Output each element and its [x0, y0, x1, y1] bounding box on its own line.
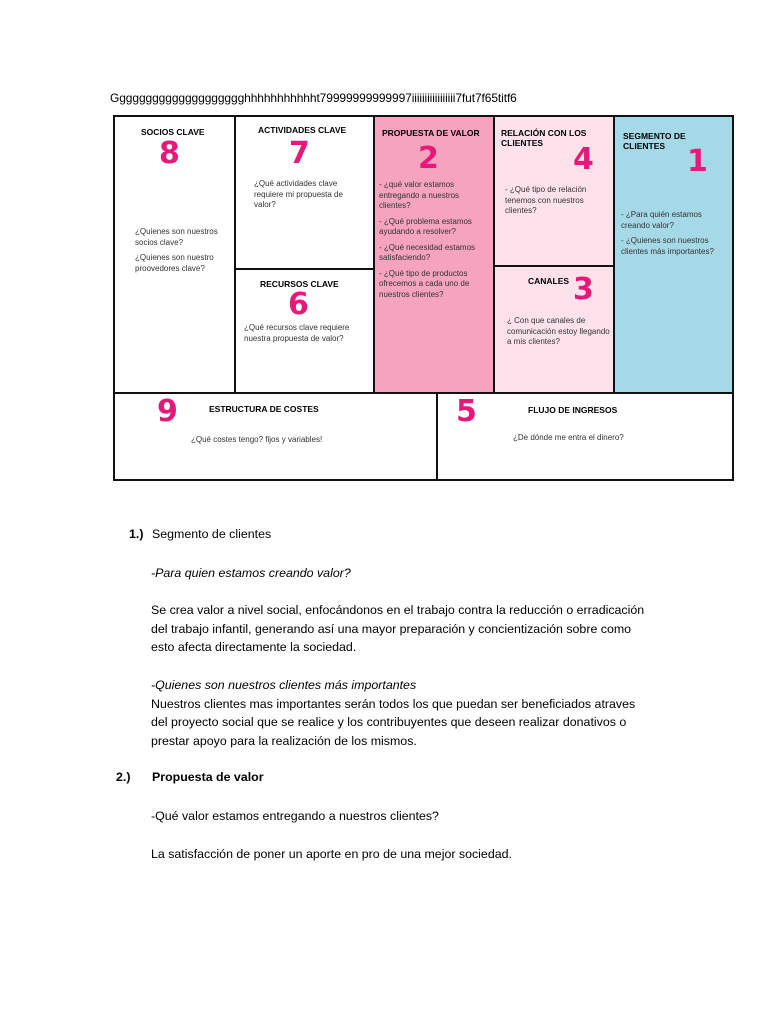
- section-2-answer-1: La satisfacción de poner un aporte en pro de una mejor sociedad.: [151, 847, 512, 861]
- estructura-costes-q1: ¿Qué costes tengo? fijos y variables!: [191, 435, 323, 444]
- estructura-costes-cell: [115, 394, 438, 479]
- segmento-clientes-number: 1: [687, 144, 708, 179]
- canales-title: CANALES: [528, 276, 570, 286]
- socios-clave-cell: [115, 117, 236, 394]
- flujo-ingresos-title: FLUJO DE INGRESOS: [528, 405, 618, 415]
- recursos-clave-title: RECURSOS CLAVE: [260, 279, 339, 289]
- estructura-costes-title: ESTRUCTURA DE COSTES: [209, 404, 319, 414]
- propuesta-valor-number: 2: [418, 141, 439, 176]
- section-1-answer-2-line-2: del proyecto social que se realice y los contribuyentes que deseen realizar donativos o: [151, 715, 627, 729]
- flujo-ingresos-q1: ¿De dónde me entra el dinero?: [513, 433, 624, 442]
- socios-clave-questions: [135, 227, 233, 279]
- section-1-answer-1-line-3: esto afecta directamente la sociedad.: [151, 640, 357, 654]
- section-2-heading: [116, 770, 264, 784]
- relacion-clientes-cell: [495, 117, 615, 267]
- socios-clave-number: 8: [159, 136, 180, 171]
- section-1-answer-1-line-2: del trabajo infantil, generando así una mayor preparación y concientización sobre como: [151, 621, 632, 636]
- flujo-ingresos-cell: [438, 394, 732, 479]
- propuesta-valor-q2: - ¿Qué problema estamos ayudando a resolver?: [379, 216, 472, 236]
- propuesta-valor-q4: - ¿Qué tipo de productos ofrecemos a cada uno de nuestros clientes?: [379, 268, 470, 299]
- recursos-clave-q1: ¿Qué recursos clave requiere nuestra propuesta de valor?: [244, 323, 350, 343]
- relacion-clientes-q1: - ¿Qué tipo de relación tenemos con nuestros clientes?: [505, 185, 587, 215]
- socios-clave-q2: ¿Quienes son nuestro proovedores clave?: [135, 253, 214, 273]
- section-1-answer-1-line-1: Se crea valor a nivel social, enfocándonos en el trabajo contra la reducción o erradicación: [151, 603, 645, 617]
- actividades-clave-q1: ¿Qué actividades clave requiere mi propuesta de valor?: [254, 179, 343, 209]
- propuesta-valor-cell: [375, 117, 495, 394]
- canales-number: 3: [573, 272, 594, 307]
- section-2-title: Propuesta de valor: [152, 770, 264, 784]
- canales-cell: [495, 267, 615, 394]
- section-2-question-1: -Qué valor estamos entregando a nuestros clientes?: [151, 809, 439, 823]
- relacion-clientes-number: 4: [573, 142, 594, 177]
- recursos-clave-number: 6: [288, 287, 309, 322]
- propuesta-valor-questions: [379, 180, 491, 305]
- section-2-number: 2.): [116, 770, 131, 784]
- section-1-question-2: -Quienes son nuestros clientes más importantes: [151, 678, 417, 692]
- segmento-clientes-cell: [615, 117, 732, 394]
- section-1-answer-1: [151, 601, 671, 657]
- section-1-question-1: -Para quien estamos creando valor?: [151, 566, 351, 580]
- header-line: Gggggggggggggggggggghhhhhhhhhhht79999999999997iiiiiiiiiiiiiiiii7fut7f65titf6: [110, 91, 517, 105]
- segmento-clientes-q1: - ¿Para quién estamos creando valor?: [621, 210, 702, 230]
- section-1-block-2: [151, 676, 671, 750]
- section-1-heading: [129, 527, 271, 541]
- propuesta-valor-q1: - ¿qué valor estamos entregando a nuestros clientes?: [379, 180, 460, 210]
- actividades-clave-number: 7: [289, 136, 310, 171]
- canales-q1: ¿ Con que canales de comunicación estoy llegando a mis clientes?: [507, 316, 610, 346]
- section-1-number: 1.): [129, 527, 144, 541]
- segmento-clientes-questions: [621, 210, 731, 262]
- recursos-clave-cell: [236, 270, 375, 394]
- segmento-clientes-title: SEGMENTO DE CLIENTES: [623, 131, 686, 151]
- relacion-clientes-title: RELACIÓN CON LOS CLIENTES: [501, 128, 587, 148]
- section-1-answer-2-line-3: prestar apoyo para la realización de los mismos.: [151, 733, 417, 748]
- actividades-clave-title: ACTIVIDADES CLAVE: [258, 125, 347, 135]
- estructura-costes-number: 9: [157, 394, 178, 429]
- actividades-clave-cell: [236, 117, 375, 270]
- propuesta-valor-title: PROPUESTA DE VALOR: [382, 128, 480, 138]
- section-1-answer-2-line-1: Nuestros clientes mas importantes serán todos los que puedan ser beneficiados atraves: [151, 696, 636, 711]
- propuesta-valor-q3: - ¿Qué necesidad estamos satisfaciendo?: [379, 242, 476, 262]
- section-1-title: Segmento de clientes: [152, 527, 272, 541]
- socios-clave-q1: ¿Quienes son nuestros socios clave?: [135, 227, 218, 247]
- flujo-ingresos-number: 5: [456, 394, 477, 429]
- socios-clave-title: SOCIOS CLAVE: [141, 127, 205, 137]
- segmento-clientes-q2: - ¿Quienes son nuestros clientes más importantes?: [621, 236, 714, 256]
- business-model-canvas: [113, 115, 734, 481]
